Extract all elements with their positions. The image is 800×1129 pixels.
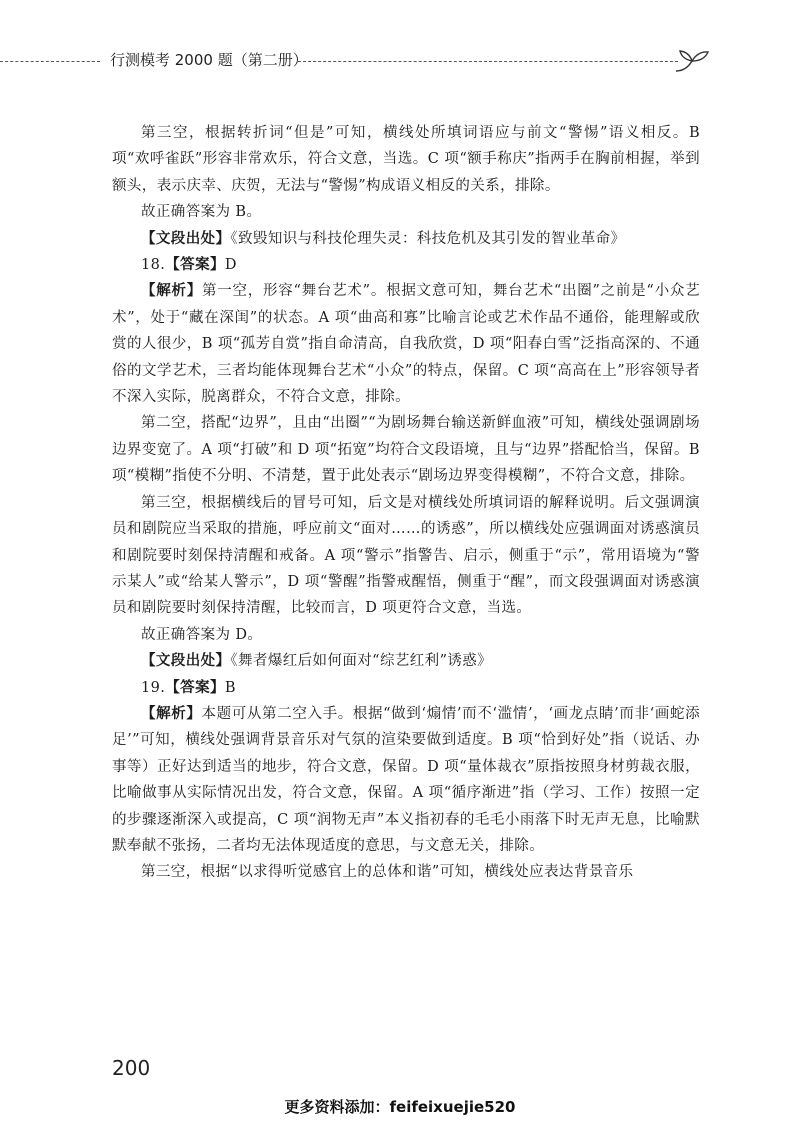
analysis-paragraph — [112, 701, 700, 859]
answer-tag: 【答案】 — [165, 678, 225, 696]
paragraph — [112, 622, 700, 648]
paragraph-text: 第三空，根据横线后的冒号可知，后文是对横线处所填词语的解释说明。后文强调演员和剧院应当采取的措施，呼应前文“面对……的诱惑”，所以横线处应强调面对诱惑演员和剧院要时刻保持清醒和戒备。A 项“警示”指警告、启示，侧重于“示”，常用语境为“警示某人”或“给某人警示”，D 项“警醒”指警戒醒悟，侧重于“醒”，而文段强调面对诱惑演员和剧院要时刻保持清醒，比较而言，D 项更符合文意，当选。 — [112, 494, 700, 617]
paragraph — [112, 410, 700, 489]
page-number: 200 — [112, 1056, 151, 1080]
source-text: 《致毁知识与科技伦理失灵：科技危机及其引发的智业革命》 — [230, 230, 626, 247]
paragraph-text: 故正确答案为 B。 — [141, 204, 262, 221]
paragraph — [112, 490, 700, 622]
answer-value: B — [224, 679, 236, 696]
paragraph-text: 第三空，根据“以求得听觉感官上的总体和谐”可知，横线处应表达背景音乐 — [141, 864, 634, 881]
header-rule-right — [298, 61, 678, 62]
source-tag: 【文段出处】 — [141, 229, 231, 247]
running-header — [0, 47, 800, 77]
answer-line — [112, 252, 700, 278]
paragraph-text: 本题可从第二空入手。根据“做到‘煽情’而不‘滥情’，‘画龙点睛’而非‘画蛇添足’”可知，横线处强调背景音乐对气氛的渲染要做到适度。B 项“恰到好处”指（说话、办事等）正好达到适当的地步，符合文意，保留。D 项“量体裁衣”原指按照身材剪裁衣服，比喻做事从实际情况出发，符合文意，保留。A 项“循序渐进”指（学习、工作）按照一定的步骤逐渐深入或提高，C 项“润物无声”本义指初春的毛毛小雨落下时无声无息，比喻默默奉献不张扬，二者均无法体现适度的意思，与文意无关，排除。 — [112, 705, 700, 854]
header-rule-left — [0, 61, 100, 62]
answer-tag: 【答案】 — [165, 256, 225, 274]
analysis-paragraph — [112, 278, 700, 410]
paragraph — [112, 120, 700, 199]
book-title: 行测模考 2000 题（第二册） — [110, 51, 308, 69]
answer-value: D — [224, 257, 237, 274]
paragraph — [112, 199, 700, 225]
answer-line — [112, 675, 700, 701]
source-citation — [112, 648, 700, 674]
analysis-tag: 【解析】 — [141, 282, 203, 300]
paragraph-text: 第三空，根据转折词“但是”可知，横线处所填词语应与前文“警惕”语义相反。B 项“欢呼雀跃”形容非常欢乐，符合文意，当选。C 项“额手称庆”指两手在胸前相握，举到额头，表示庆幸、庆贺，无法与“警惕”构成语义相反的关系，排除。 — [112, 125, 700, 194]
answer-explanations — [112, 120, 700, 886]
paragraph-text: 第二空，搭配“边界”，且由“出圈”“为剧场舞台输送新鲜血液”可知，横线处强调剧场边界变宽了。A 项“打破”和 D 项“拓宽”均符合文段语境，且与“边界”搭配恰当，保留。B 项“模糊”指使不分明、不清楚，置于此处表示“剧场边界变得模糊”，不符合文意，排除。 — [112, 415, 700, 485]
question-number: 19. — [141, 679, 166, 696]
analysis-tag: 【解析】 — [141, 704, 202, 722]
paragraph — [112, 859, 700, 885]
sprout-icon — [672, 47, 712, 73]
footer-note: 更多资料添加：feifeixuejie520 — [284, 1098, 516, 1116]
paragraph-text: 故正确答案为 D。 — [141, 626, 263, 643]
paragraph-text: 第一空，形容“舞台艺术”。根据文意可知，舞台艺术“出圈”之前是“小众艺术”，处于“藏在深闺”的状态。A 项“曲高和寡”比喻言论或艺术作品不通俗，能理解或欣赏的人很少，B 项“孤芳自赏”指自命清高，自我欣赏，D 项“阳春白雪”泛指高深的、不通俗的文学艺术，三者均能体现舞台艺术“小众”的特点，保留。C 项“高高在上”形容领导者不深入实际，脱离群众，不符合文意，排除。 — [112, 283, 701, 406]
source-text: 《舞者爆红后如何面对“综艺红利”诱惑》 — [230, 653, 493, 670]
source-tag: 【文段出处】 — [141, 652, 231, 670]
source-citation — [112, 226, 700, 252]
question-number: 18. — [141, 257, 166, 274]
